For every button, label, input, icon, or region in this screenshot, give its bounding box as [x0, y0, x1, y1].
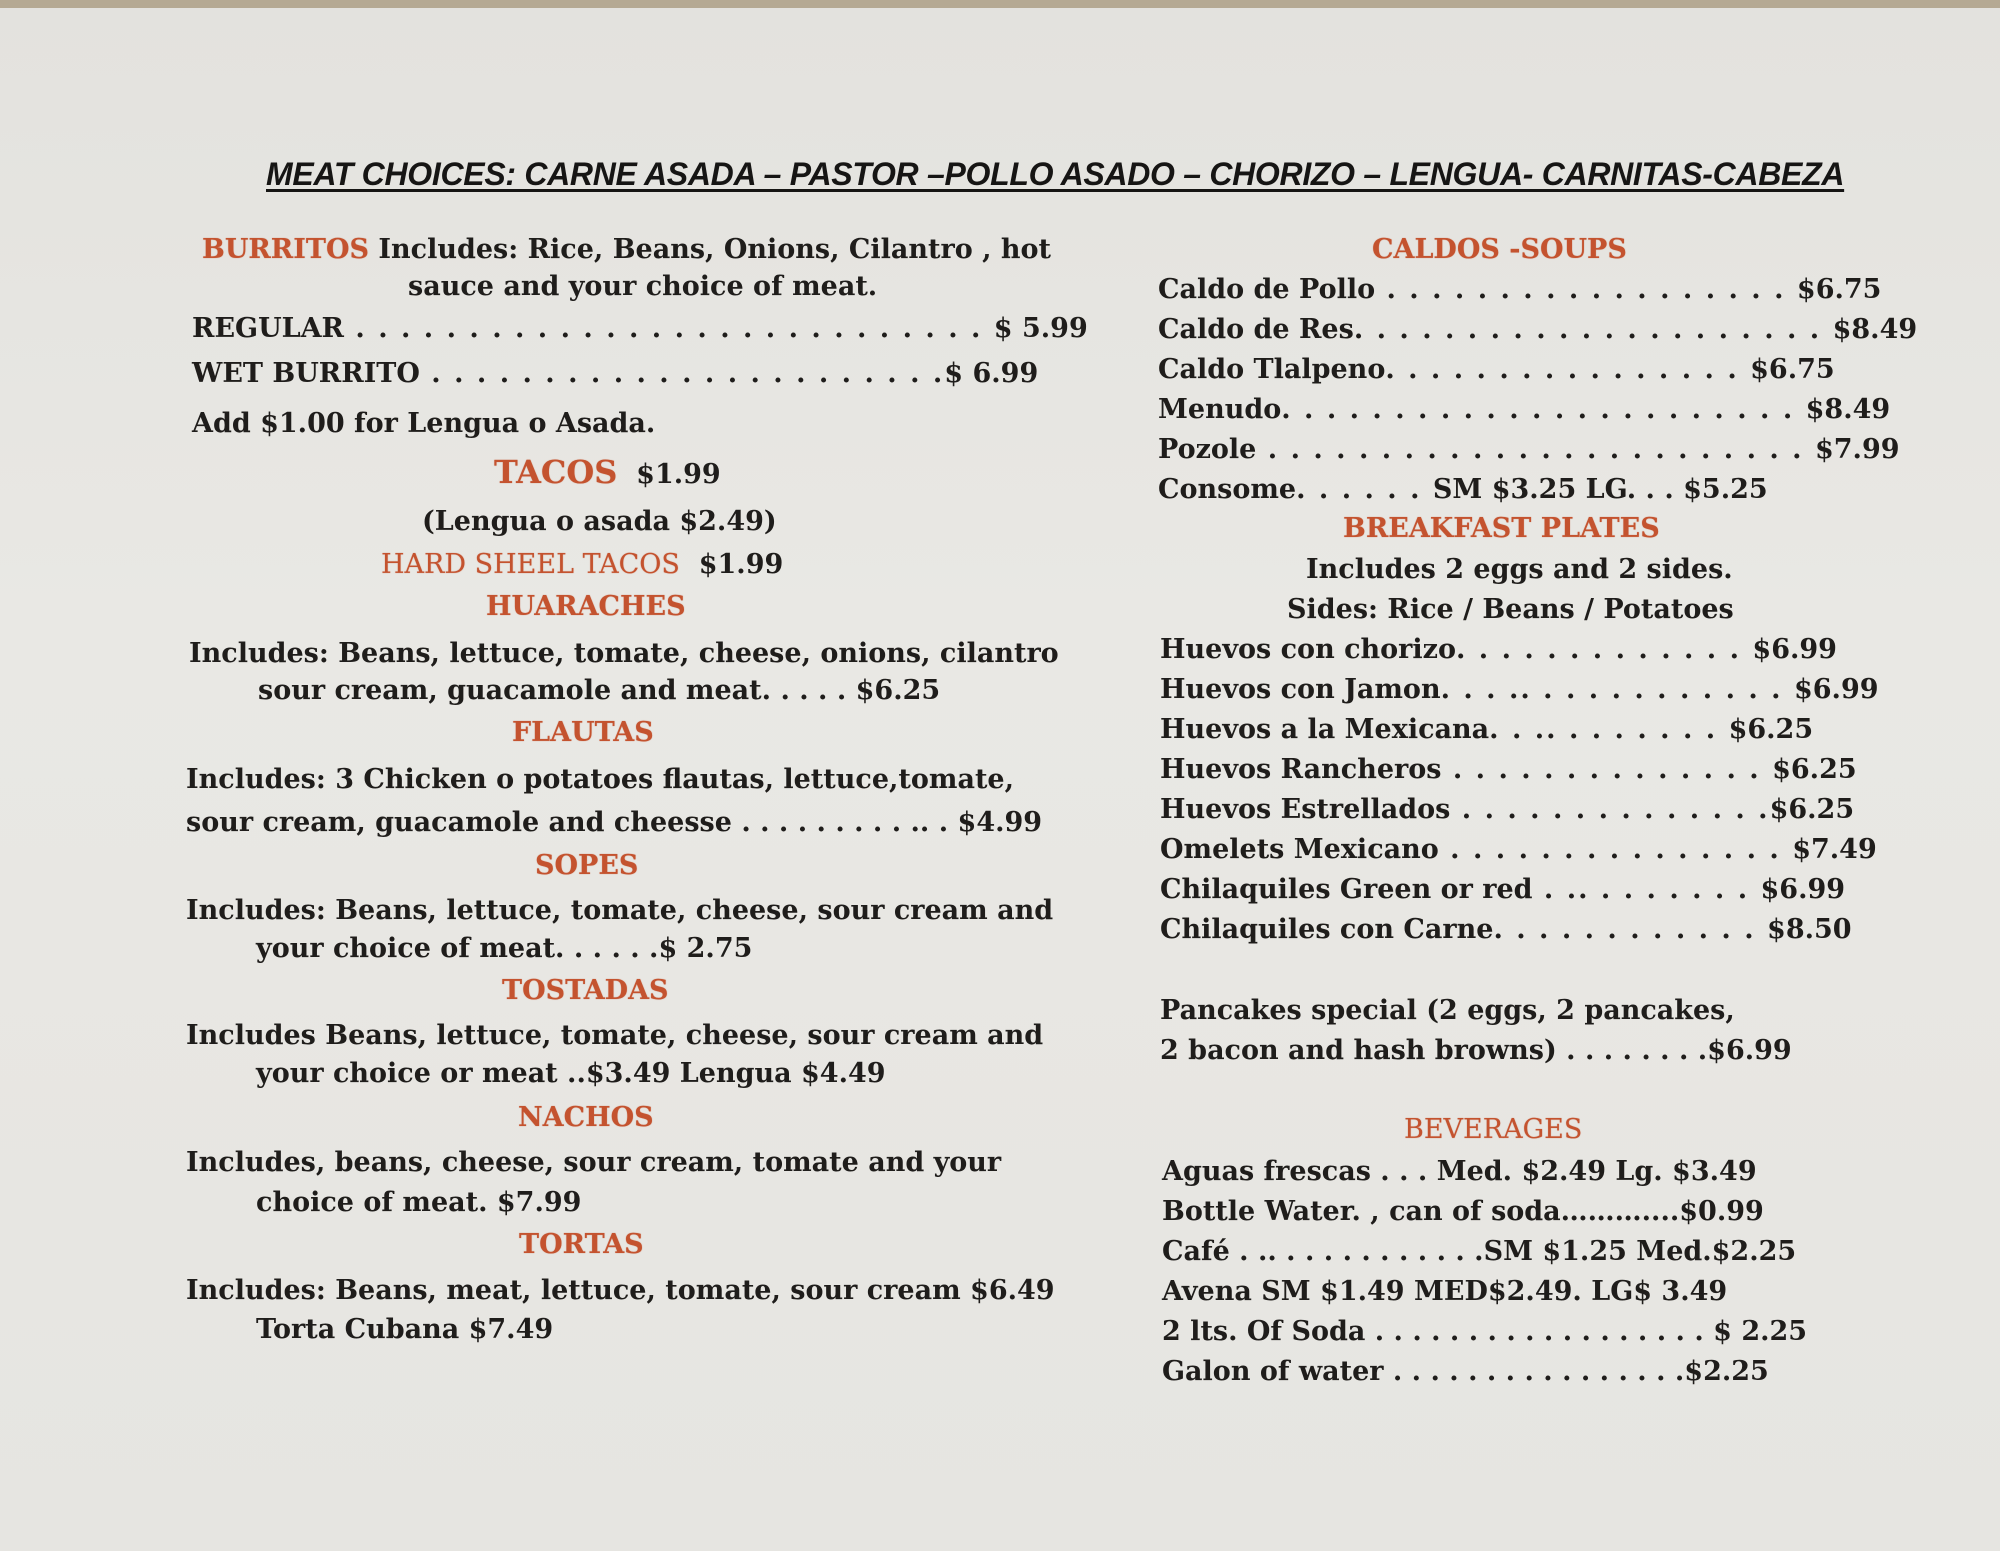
item-name: REGULAR: [192, 313, 344, 344]
breakfast-item-5: [1160, 833, 1877, 867]
hard-shell-price: $1.99: [698, 549, 784, 580]
caldo-item-2: [1158, 353, 1835, 387]
tacos-price: $1.99: [636, 459, 721, 490]
caldo-item-5: [1158, 473, 1768, 507]
huaraches-line-1: Includes: Beans, lettuce, tomate, cheese, onions, cilantro: [189, 638, 1059, 669]
item-dots: . . . . . . . . . . . . . . . . . . . . . . . .: [1256, 434, 1815, 465]
item-dots: . . . . . . . . . . . . . . . . . . . . . . . . . . . .: [344, 313, 994, 344]
breakfast-item-4: [1160, 793, 1854, 827]
beverage-item-5: Galon of water . . . . . . . . . . . . . . . .$2.25: [1162, 1356, 1769, 1387]
item-price: $8.50: [1767, 914, 1852, 945]
item-price: $ 5.99: [993, 313, 1088, 344]
breakfast-item-1: [1160, 673, 1879, 707]
item-dots: . . . . . . . . . . . . . .: [1450, 794, 1770, 825]
breakfast-item-0: [1160, 633, 1837, 667]
beverage-item-1: Bottle Water. , can of soda………....$0.99: [1162, 1196, 1764, 1227]
breakfast-item-7: [1160, 913, 1852, 947]
burritos-desc-1: Includes: Rice, Beans, Onions, Cilantro , hot: [368, 234, 1052, 265]
caldo-item-1: [1158, 313, 1917, 347]
meat-choices-title: MEAT CHOICES: CARNE ASADA – PASTOR –POLLO ASADO – CHORIZO – LENGUA- CARNITAS-CABEZA: [266, 156, 1845, 192]
beverage-item-2: Café . .. . . . . . . . . . . .SM $1.25 Med.$2.25: [1162, 1236, 1797, 1267]
item-price: $6.25: [1728, 714, 1814, 745]
tortas-line-1: Includes: Beans, meat, lettuce, tomate, sour cream $6.49: [186, 1275, 1055, 1306]
item-dots: . . . . . . . . . . . . . . . . . .: [1375, 274, 1797, 305]
pancakes-line-2: 2 bacon and hash browns) . . . . . . . .$6.99: [1160, 1035, 1792, 1066]
item-name: Pozole: [1158, 434, 1257, 465]
item-name: WET BURRITO: [192, 358, 420, 389]
item-name: Caldo de Res: [1158, 314, 1354, 345]
nachos-line-1: Includes, beans, cheese, sour cream, tomate and your: [186, 1147, 1002, 1178]
nachos-line-2: choice of meat. $7.99: [256, 1187, 582, 1218]
item-price: SM $3.25 LG. . . $5.25: [1432, 474, 1768, 505]
flautas-heading: FLAUTAS: [512, 717, 654, 748]
item-name: Caldo Tlalpeno: [1158, 354, 1386, 385]
pancakes-line-1: Pancakes special (2 eggs, 2 pancakes,: [1160, 995, 1735, 1026]
flautas-line-1: Includes: 3 Chicken o potatoes flautas, lettuce,tomate,: [186, 764, 1014, 795]
item-price: $6.99: [1793, 674, 1879, 705]
item-name: Huevos Estrellados: [1160, 794, 1451, 825]
item-dots: . . . . . . . . . . . . . . . . . . . . . . .: [419, 358, 945, 389]
caldo-item-3: [1158, 393, 1890, 427]
tacos-line: [494, 455, 721, 492]
beverages-heading: BEVERAGES: [1404, 1114, 1583, 1145]
burritos-line-1: [202, 233, 1051, 267]
huaraches-line-2: sour cream, guacamole and meat. . . . . $6.25: [258, 675, 941, 706]
item-price: $6.25: [1772, 754, 1857, 785]
item-name: Huevos Rancheros: [1160, 754, 1442, 785]
tostadas-line-2: your choice or meat ..$3.49 Lengua $4.49: [256, 1058, 886, 1089]
huaraches-heading: HUARACHES: [486, 591, 686, 622]
item-name: Chilaquiles Green or red: [1160, 874, 1533, 905]
flautas-line-2: sour cream, guacamole and cheesse . . . . . . . . . .. . $4.99: [186, 807, 1043, 838]
item-dots: . . . . . . . . . . . . . . . . . . . . .: [1353, 314, 1833, 345]
breakfast-heading: BREAKFAST PLATES: [1343, 513, 1660, 544]
item-dots: . . . . . . . . . . . .: [1493, 914, 1768, 945]
beverage-item-3: Avena SM $1.49 MED$2.49. LG$ 3.49: [1162, 1276, 1728, 1307]
item-dots: . .. . . . . . . .: [1532, 874, 1761, 905]
breakfast-sub-1: Includes 2 eggs and 2 sides.: [1306, 554, 1733, 585]
burrito-item-regular: [192, 312, 1088, 346]
item-dots: . . . . . . . . . . . . . .: [1441, 754, 1773, 785]
item-name: Chilaquiles con Carne: [1160, 914, 1494, 945]
tacos-note: (Lengua o asada $2.49): [422, 506, 777, 537]
item-price: $6.99: [1760, 874, 1846, 905]
burritos-note: Add $1.00 for Lengua o Asada.: [192, 408, 656, 439]
beverage-item-4: 2 lts. Of Soda . . . . . . . . . . . . . . . . . . $ 2.25: [1162, 1316, 1808, 1347]
item-dots: . . . . . .: [1296, 474, 1433, 505]
beverage-item-0: Aguas frescas . . . Med. $2.49 Lg. $3.49: [1162, 1156, 1757, 1187]
item-name: Huevos con chorizo: [1160, 634, 1456, 665]
item-dots: . . . . . . . . . . . . . . . .: [1385, 354, 1751, 385]
burritos-desc-2: sauce and your choice of meat.: [408, 271, 878, 302]
hard-shell-line: [381, 548, 783, 582]
nachos-heading: NACHOS: [518, 1102, 654, 1133]
breakfast-sub-2: Sides: Rice / Beans / Potatoes: [1287, 594, 1734, 625]
item-price: $7.49: [1792, 834, 1877, 865]
sopes-heading: SOPES: [535, 850, 639, 881]
tortas-heading: TORTAS: [519, 1229, 644, 1260]
item-name: Omelets Mexicano: [1160, 834, 1439, 865]
item-price: $6.75: [1750, 354, 1835, 385]
tostadas-heading: TOSTADAS: [502, 975, 669, 1006]
item-dots: . . . .. . . . . . . . . . . .: [1440, 674, 1794, 705]
item-price: $ 6.99: [944, 358, 1039, 389]
item-dots: . . . . . . . . . . . . .: [1456, 634, 1753, 665]
hard-shell-heading: HARD SHEEL TACOS: [381, 549, 680, 580]
tostadas-line-1: Includes Beans, lettuce, tomate, cheese, sour cream and: [186, 1020, 1044, 1051]
breakfast-item-2: [1160, 713, 1813, 747]
item-dots: . . . . . . . . . . . . . . . . . . . . . . .: [1281, 394, 1806, 425]
burrito-item-wet: [192, 357, 1038, 391]
item-price: $7.99: [1814, 434, 1900, 465]
item-price: $6.25: [1769, 794, 1855, 825]
item-name: Menudo: [1158, 394, 1282, 425]
item-dots: . . . . . . . . . . . . . . .: [1438, 834, 1793, 865]
item-price: $6.75: [1796, 274, 1882, 305]
item-name: Consome: [1158, 474, 1297, 505]
item-price: $8.49: [1832, 314, 1918, 345]
item-price: $8.49: [1805, 394, 1891, 425]
sopes-line-1: Includes: Beans, lettuce, tomate, cheese, sour cream and: [186, 895, 1054, 926]
caldos-heading: CALDOS -SOUPS: [1372, 234, 1627, 265]
caldo-item-0: [1158, 273, 1881, 307]
item-name: Caldo de Pollo: [1158, 274, 1376, 305]
item-name: Huevos a la Mexicana: [1160, 714, 1490, 745]
tortas-line-2: Torta Cubana $7.49: [256, 1314, 554, 1345]
sopes-line-2: your choice of meat. . . . . .$ 2.75: [256, 933, 753, 964]
paper-top-edge: [0, 0, 2000, 8]
tacos-heading: TACOS: [494, 453, 618, 491]
caldo-item-4: [1158, 433, 1900, 467]
item-name: Huevos con Jamon: [1160, 674, 1441, 705]
burritos-heading: BURRITOS: [202, 234, 369, 265]
item-price: $6.99: [1752, 634, 1837, 665]
item-dots: . . .. . . . . . . .: [1489, 714, 1729, 745]
breakfast-item-3: [1160, 753, 1857, 787]
breakfast-item-6: [1160, 873, 1845, 907]
